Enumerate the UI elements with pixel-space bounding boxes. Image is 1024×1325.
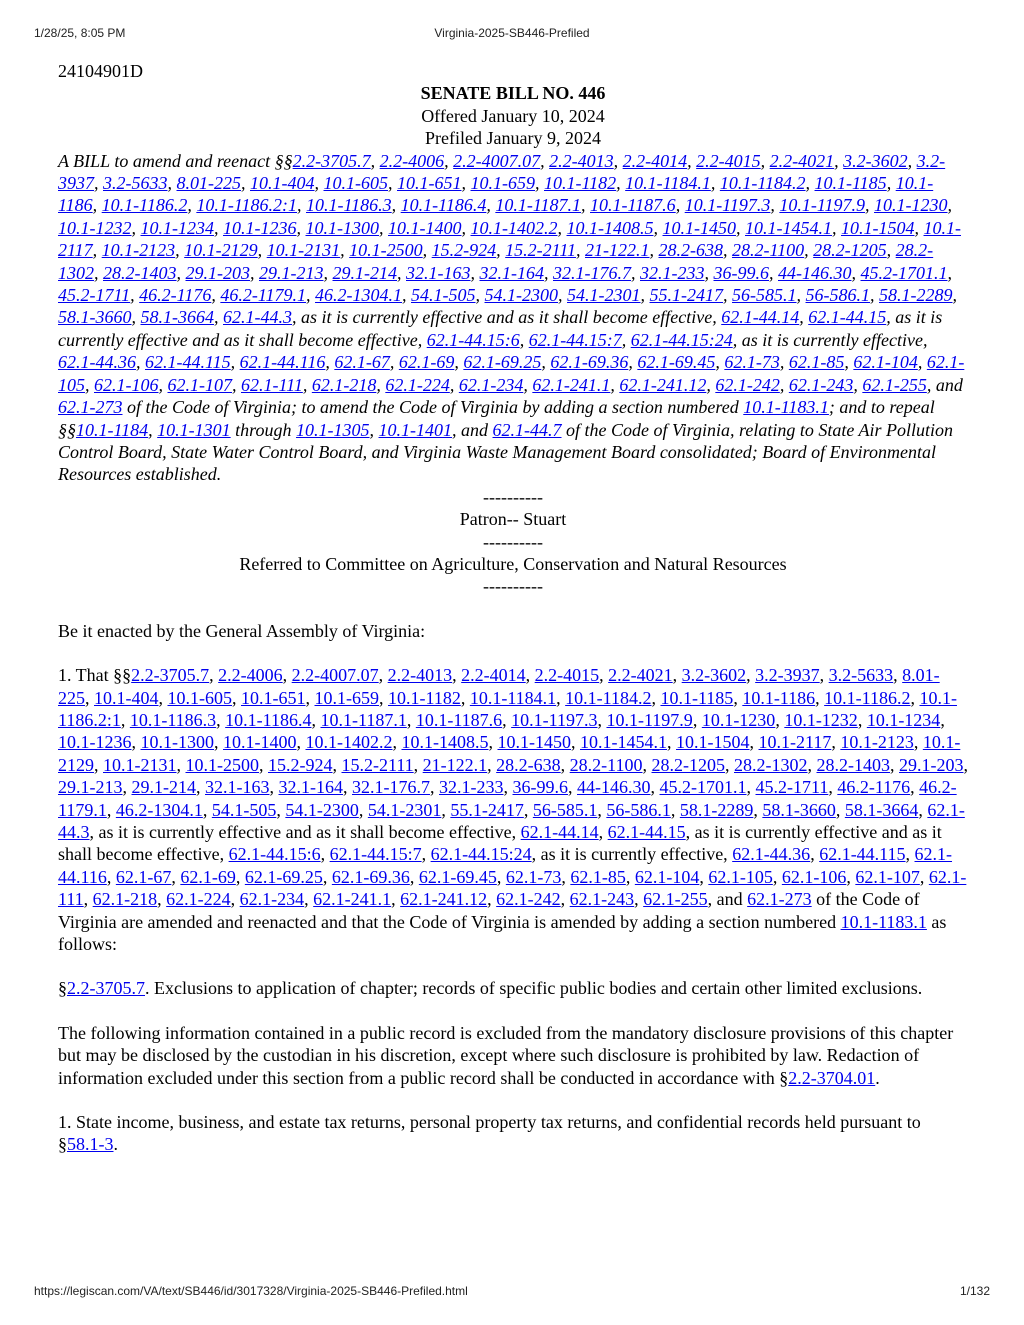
code-section-link[interactable]: 62.1-67 bbox=[334, 352, 390, 373]
code-section-link[interactable]: 62.1-104 bbox=[853, 352, 918, 373]
code-section-link[interactable]: 62.1-67 bbox=[115, 866, 172, 887]
code-section-link[interactable]: 56-586.1 bbox=[805, 285, 871, 306]
code-section-link[interactable]: 56-585.1 bbox=[732, 285, 797, 306]
code-section-link[interactable]: 29.1-203 bbox=[899, 754, 964, 775]
code-section-link[interactable]: 62.1-44.3 bbox=[223, 307, 292, 328]
print-url: https://legiscan.com/VA/text/SB446/id/3017328/Virginia-2025-SB446-Prefiled.html bbox=[34, 1284, 468, 1298]
bill-title: A BILL to amend and reenact §§2.2-3705.7, 2.2-4006, 2.2-4007.07, 2.2-4013, 2.2-4014, 2.2-4015, 2.2-4021, 3.2-3602, 3.2-3937, 3.2-5633, 8.01-225, 10.1-404, 10.1-605, 10.1-651, 10.1-659, 10.1-1182, 10.1-1184.1, 10.1-1184.2, 10.1-1185, 10.1-1186, 10.1-1186.2, 10.1-1186.2:1, 10.1-1186.3, 10.1-1186.4, 10.1-1187.1, 10.1-1187.6, 10.1-1197.3, 10.1-1197.9, 10.1-1230, 10.1-1232, 10.1-1234, 10.1-1236, 10.1-1300, 10.1-1400, 10.1-1402.2, 10.1-1408.5, 10.1-1450, 10.1-1454.1, 10.1-1504, 10.1-2117, 10.1-2123, 10.1-2129, 10.1-2131, 10.1-2500, 15.2-924, 15.2-2111, 21-122.1, 28.2-638, 28.2-1100, 28.2-1205, 28.2-1302, 28.2-1403, 29.1-203, 29.1-213, 29.1-214, 32.1-163, 32.1-164, 32.1-176.7, 32.1-233, 36-99.6, 44-146.30, 45.2-1701.1, 45.2-1711, 46.2-1176, 46.2-1179.1, 46.2-1304.1, 54.1-505, 54.1-2300, 54.1-2301, 55.1-2417, 56-585.1, 56-586.1, 58.1-2289, 58.1-3660, 58.1-3664, 62.1-44.3, as it is currently effective and as it shall become effective, 62.1-44.14, 62.1-44.15, as it is currently effective and as it shall become effective, 62.1-44.15:6, 62.1-44.15:7, 62.1-44.15:24, as it is currently effective, 62.1-44.36, 62.1-44.115, 62.1-44.116, 62.1-67, 62.1-69, 62.1-69.25, 62.1-69.36, 62.1-69.45, 62.1-73, 62.1-85, 62.1-104, 62.1-105, 62.1-106, 62.1-107, 62.1-111, 62.1-218, 62.1-224, 62.1-234, 62.1-241.1, 62.1-241.12, 62.1-242, 62.1-243, 62.1-255, and 62.1-273 of the Code of Virginia; to amend the Code of Virginia by adding a section numbered 10.1-1183.1; and to repeal §§10.1-1184, 10.1-1301 through 10.1-1305, 10.1-1401, and 62.1-44.7 of the Code of Virginia, relating to State Air Pollution Control Board, State Water Control Board, and Virginia Waste Management Board consolidated; Board of Environmental Resources established. bbox=[58, 150, 965, 485]
code-section-link[interactable]: 54.1-2301 bbox=[567, 285, 641, 306]
code-section-link[interactable]: 45.2-1701.1 bbox=[860, 262, 948, 283]
code-section-link[interactable]: 62.1-104 bbox=[634, 866, 700, 887]
code-section-link[interactable]: 10.1-1186.2 bbox=[101, 195, 188, 216]
code-section-link[interactable]: 28.2-638 bbox=[496, 754, 561, 775]
code-section-link[interactable]: 44-146.30 bbox=[577, 777, 651, 798]
code-section-link[interactable]: 10.1-2129 bbox=[184, 240, 258, 261]
code-section-link[interactable]: 10.1-1305 bbox=[296, 419, 370, 440]
code-section-link[interactable]: 10.1-1401 bbox=[378, 419, 453, 440]
code-section-link[interactable]: 62.1-44.15:24 bbox=[430, 844, 532, 865]
code-section-link[interactable]: 2.2-4021 bbox=[608, 665, 673, 686]
code-section-link[interactable]: 62.1-234 bbox=[458, 374, 524, 395]
code-section-link[interactable]: 10.1-2123 bbox=[101, 240, 176, 261]
code-section-link[interactable]: 62.1-218 bbox=[311, 374, 377, 395]
code-section-link[interactable]: 2.2-4007.07 bbox=[453, 150, 541, 171]
code-section-link[interactable]: 46.2-1176 bbox=[139, 285, 212, 306]
code-section-link[interactable]: 15.2-924 bbox=[268, 754, 333, 775]
code-section-link[interactable]: 10.1-2117 bbox=[758, 732, 832, 753]
code-section-link[interactable]: 62.1-218 bbox=[92, 889, 158, 910]
code-section-link[interactable]: 62.1-69.45 bbox=[418, 866, 497, 887]
code-section-link[interactable]: 32.1-164 bbox=[479, 262, 544, 283]
code-section-link[interactable]: 15.2-924 bbox=[431, 240, 497, 261]
code-section-link[interactable]: 62.1-44.15:6 bbox=[228, 844, 321, 865]
code-section-link[interactable]: 10.1-2129 bbox=[58, 732, 961, 775]
code-section-link[interactable]: 32.1-233 bbox=[640, 262, 705, 283]
code-section-link[interactable]: 10.1-1197.9 bbox=[779, 195, 866, 216]
code-section-link[interactable]: 62.1-105 bbox=[58, 352, 965, 395]
code-section-link[interactable]: 29.1-213 bbox=[58, 777, 123, 798]
code-section-link[interactable]: 10.1-1184.2 bbox=[565, 687, 652, 708]
print-footer bbox=[34, 1284, 990, 1300]
code-section-link[interactable]: 10.1-1186.2:1 bbox=[196, 195, 297, 216]
code-section-link[interactable]: 62.1-105 bbox=[708, 866, 773, 887]
code-section-link[interactable]: 62.1-69 bbox=[180, 866, 236, 887]
code-section-link[interactable]: 62.1-44.115 bbox=[145, 352, 231, 373]
code-section-link[interactable]: 58.1-3660 bbox=[58, 307, 132, 328]
code-section-link[interactable]: 3.2-3937 bbox=[755, 665, 820, 686]
code-section-link[interactable]: 62.1-234 bbox=[239, 889, 305, 910]
code-section-link[interactable]: 62.1-242 bbox=[496, 889, 561, 910]
code-section-link[interactable]: 10.1-1236 bbox=[58, 732, 132, 753]
code-section-link[interactable]: 28.2-1403 bbox=[816, 754, 890, 775]
code-section-link[interactable]: 62.1-241.12 bbox=[619, 374, 707, 395]
code-section-link[interactable]: 10.1-2131 bbox=[266, 240, 341, 261]
code-section-link[interactable]: 58.1-3664 bbox=[844, 799, 919, 820]
code-section-link[interactable]: 2.2-4007.07 bbox=[291, 665, 379, 686]
prefiled-date: Prefiled January 9, 2024 bbox=[425, 128, 601, 149]
code-section-link[interactable]: 62.1-255 bbox=[643, 889, 708, 910]
code-section-link[interactable]: 2.2-4015 bbox=[534, 665, 600, 686]
code-section-link[interactable]: 62.1-111 bbox=[58, 866, 967, 910]
code-section-link[interactable]: 10.1-1408.5 bbox=[401, 732, 489, 753]
section-heading: §2.2-3705.7. Exclusions to application of chapter; records of specific public bodies and certain other limited exclusions. bbox=[58, 978, 923, 999]
code-section-link[interactable]: 10.1-1197.3 bbox=[684, 195, 771, 216]
code-section-link[interactable]: 10.1-1232 bbox=[58, 217, 132, 238]
code-section-link[interactable]: 2.2-4006 bbox=[379, 150, 445, 171]
code-section-link[interactable]: 10.1-1236 bbox=[223, 217, 297, 238]
code-section-link[interactable]: 46.2-1304.1 bbox=[115, 799, 203, 820]
code-section-link[interactable]: 62.1-44.15:24 bbox=[630, 329, 733, 350]
code-section-link[interactable]: 55.1-2417 bbox=[649, 285, 724, 306]
code-section-link[interactable]: 10.1-404 bbox=[250, 173, 315, 194]
print-header bbox=[34, 26, 990, 42]
code-section-link[interactable]: 54.1-505 bbox=[411, 285, 476, 306]
code-section-link[interactable]: 62.1-44.14 bbox=[520, 822, 599, 842]
code-section-link[interactable]: 62.1-69.36 bbox=[550, 352, 629, 373]
code-section-link[interactable]: 10.1-1230 bbox=[874, 195, 948, 216]
code-section-link[interactable]: 36-99.6 bbox=[512, 777, 568, 798]
code-section-link[interactable]: 54.1-2300 bbox=[484, 285, 559, 306]
code-section-link[interactable]: 62.1-107 bbox=[855, 866, 920, 887]
code-section-link[interactable]: 54.1-2301 bbox=[367, 799, 442, 820]
code-section-link[interactable]: 29.1-213 bbox=[259, 262, 324, 283]
code-section-link[interactable]: 10.1-1454.1 bbox=[580, 732, 667, 753]
code-section-link[interactable]: 10.1-1186.2 bbox=[824, 687, 911, 708]
code-section-link[interactable]: 10.1-1185 bbox=[814, 173, 887, 194]
code-section-link[interactable]: 62.1-69.25 bbox=[244, 866, 323, 887]
code-section-link[interactable]: 2.2-4014 bbox=[461, 665, 526, 686]
code-section-link[interactable]: 46.2-1176 bbox=[837, 777, 911, 798]
code-section-link[interactable]: 62.1-44.116 bbox=[239, 352, 326, 373]
code-section-link[interactable]: 10.1-1402.2 bbox=[305, 732, 393, 753]
code-section-link[interactable]: 3.2-3602 bbox=[681, 665, 747, 686]
code-section-link[interactable]: 10.1-659 bbox=[470, 173, 535, 194]
code-section-link[interactable]: 46.2-1179.1 bbox=[220, 285, 307, 306]
code-section-link[interactable]: 10.1-1232 bbox=[784, 709, 858, 730]
code-section-link[interactable]: 10.1-1184.1 bbox=[469, 687, 557, 708]
code-section-link[interactable]: 62.1-44.116 bbox=[58, 844, 953, 887]
code-section-link[interactable]: 10.1-1185 bbox=[660, 687, 734, 708]
code-section-link[interactable]: 62.1-44.15:7 bbox=[329, 844, 422, 865]
code-section-link[interactable]: 2.2-3704.01 bbox=[788, 1067, 876, 1088]
separator-3: ---------- bbox=[483, 576, 543, 597]
code-section-link[interactable]: 58.1-3660 bbox=[762, 799, 836, 820]
code-section-link[interactable]: 10.1-1197.9 bbox=[606, 709, 693, 730]
code-section-link[interactable]: 54.1-505 bbox=[211, 799, 277, 820]
print-datetime: 1/28/25, 8:05 PM bbox=[34, 26, 126, 40]
code-section-link[interactable]: 29.1-203 bbox=[185, 262, 250, 283]
code-section-link[interactable]: 10.1-1300 bbox=[305, 217, 379, 238]
code-section-link[interactable]: 10.1-1400 bbox=[388, 217, 462, 238]
separator-1: ---------- bbox=[483, 486, 543, 507]
code-section-link[interactable]: 3.2-3937 bbox=[58, 150, 946, 194]
print-page-title: Virginia-2025-SB446-Prefiled bbox=[434, 26, 590, 40]
committee-referral: Referred to Committee on Agriculture, Conservation and Natural Resources bbox=[239, 553, 787, 574]
code-section-link[interactable]: 10.1-1186 bbox=[58, 173, 934, 216]
code-section-link[interactable]: 10.1-2131 bbox=[103, 754, 177, 775]
print-page-number: 1/132 bbox=[959, 1284, 990, 1298]
code-section-link[interactable]: 62.1-106 bbox=[781, 866, 847, 887]
code-section-link[interactable]: 10.1-1184.2 bbox=[719, 173, 806, 194]
code-section-link[interactable]: 58.1-3664 bbox=[140, 307, 214, 328]
code-section-link[interactable]: 2.2-4006 bbox=[218, 665, 283, 686]
code-section-link[interactable]: 62.1-241.1 bbox=[313, 889, 392, 910]
code-section-link[interactable]: 56-586.1 bbox=[606, 799, 671, 820]
code-section-link[interactable]: 62.1-255 bbox=[862, 374, 927, 395]
code-section-link[interactable]: 32.1-164 bbox=[278, 777, 343, 798]
code-section-link[interactable]: 29.1-214 bbox=[332, 262, 397, 283]
code-section-link[interactable]: 10.1-1234 bbox=[140, 217, 214, 238]
exclusion-item-1: 1. State income, business, and estate tax returns, personal property tax returns, and confidential records held pursuant to §58.1-3. bbox=[58, 1112, 921, 1155]
code-section-link[interactable]: 10.1-1300 bbox=[140, 732, 214, 753]
code-section-link[interactable]: 2.2-4021 bbox=[769, 150, 835, 171]
code-section-link[interactable]: 45.2-1711 bbox=[58, 285, 131, 306]
code-section-link[interactable]: 15.2-2111 bbox=[341, 754, 414, 775]
code-section-link[interactable]: 62.1-241.1 bbox=[532, 374, 611, 395]
code-section-link[interactable]: 44-146.30 bbox=[778, 262, 852, 283]
code-section-link[interactable]: 28.2-1302 bbox=[734, 754, 808, 775]
offered-date: Offered January 10, 2024 bbox=[421, 105, 605, 126]
document-body bbox=[58, 60, 968, 1156]
code-section-link[interactable]: 2.2-4015 bbox=[696, 150, 761, 171]
code-section-link[interactable]: 62.1-44.15 bbox=[607, 822, 686, 842]
code-section-link[interactable]: 29.1-214 bbox=[131, 777, 196, 798]
code-section-link[interactable]: 10.1-1234 bbox=[866, 709, 941, 730]
code-section-link[interactable]: 62.1-107 bbox=[167, 374, 232, 395]
code-section-link[interactable]: 21-122.1 bbox=[422, 754, 488, 775]
code-section-link[interactable]: 10.1-2123 bbox=[840, 732, 914, 753]
code-section-link[interactable]: 62.1-224 bbox=[385, 374, 450, 395]
code-section-link[interactable]: 10.1-1454.1 bbox=[745, 217, 832, 238]
code-section-link[interactable]: 32.1-176.7 bbox=[553, 262, 631, 283]
code-section-link[interactable]: 62.1-224 bbox=[166, 889, 231, 910]
code-section-link[interactable]: 32.1-163 bbox=[406, 262, 471, 283]
code-section-link[interactable]: 10.1-605 bbox=[167, 687, 232, 708]
code-section-link[interactable]: 62.1-73 bbox=[505, 866, 562, 887]
code-section-link[interactable]: 3.2-5633 bbox=[103, 173, 168, 194]
code-section-link[interactable]: 62.1-44.15:7 bbox=[528, 329, 622, 350]
code-section-link[interactable]: 10.1-1402.2 bbox=[470, 217, 558, 238]
code-section-link[interactable]: 8.01-225 bbox=[176, 173, 241, 194]
code-section-link[interactable]: 2.2-4013 bbox=[387, 665, 453, 686]
code-section-link[interactable]: 62.1-111 bbox=[241, 374, 303, 395]
code-section-link[interactable]: 10.1-605 bbox=[323, 173, 388, 194]
code-section-link[interactable]: 2.2-4013 bbox=[549, 150, 614, 171]
code-section-link[interactable]: 10.1-1186 bbox=[742, 687, 816, 708]
separator-2: ---------- bbox=[483, 531, 543, 552]
code-section-link[interactable]: 46.2-1179.1 bbox=[58, 777, 957, 820]
code-section-link[interactable]: 10.1-2500 bbox=[185, 754, 259, 775]
code-section-link[interactable]: 10.1-2117 bbox=[58, 217, 961, 261]
code-section-link[interactable]: 10.1-1187.1 bbox=[320, 709, 407, 730]
code-section-link[interactable]: 15.2-2111 bbox=[505, 240, 576, 261]
code-section-link[interactable]: 21-122.1 bbox=[585, 240, 650, 261]
code-section-link[interactable]: 58.1-2289 bbox=[879, 285, 953, 306]
code-section-link[interactable]: 10.1-651 bbox=[397, 173, 462, 194]
code-section-link[interactable]: 10.1-1504 bbox=[841, 217, 915, 238]
code-section-link[interactable]: 32.1-233 bbox=[439, 777, 504, 798]
code-section-link[interactable]: 58.1-3 bbox=[67, 1134, 114, 1155]
code-section-link[interactable]: 28.2-1100 bbox=[732, 240, 805, 261]
code-section-link[interactable]: 10.1-1450 bbox=[497, 732, 571, 753]
code-section-link[interactable]: 28.2-1403 bbox=[103, 262, 177, 283]
code-section-link[interactable]: 62.1-44.115 bbox=[819, 844, 906, 865]
exclusion-paragraph: The following information contained in a public record is excluded from the mandatory disclosure provisions of this chapter but may be disclosed by the custodian in his discretion, except where such disclosure is prohibited by law. Redaction of information excluded under this section from a public record shall be conducted in accordance with §2.2-3704.01. bbox=[58, 1022, 954, 1088]
code-section-link[interactable]: 10.1-1182 bbox=[544, 173, 617, 194]
code-section-link[interactable]: 46.2-1304.1 bbox=[315, 285, 403, 306]
code-section-link[interactable]: 62.1-44.36 bbox=[58, 352, 136, 373]
code-section-link[interactable]: 62.1-44.3 bbox=[58, 799, 965, 842]
code-section-link[interactable]: 36-99.6 bbox=[713, 262, 769, 283]
code-section-link[interactable]: 62.1-241.12 bbox=[400, 889, 488, 910]
code-section-link[interactable]: 62.1-69.36 bbox=[331, 866, 410, 887]
section-1-text: 1. That §§2.2-3705.7, 2.2-4006, 2.2-4007.07, 2.2-4013, 2.2-4014, 2.2-4015, 2.2-4021, 3.2-3602, 3.2-3937, 3.2-5633, 8.01-225, 10.1-404, 10.1-605, 10.1-651, 10.1-659, 10.1-1182, 10.1-1184.1, 10.1-1184.2, 10.1-1185, 10.1-1186, 10.1-1186.2, 10.1-1186.2:1, 10.1-1186.3, 10.1-1186.4, 10.1-1187.1, 10.1-1187.6, 10.1-1197.3, 10.1-1197.9, 10.1-1230, 10.1-1232, 10.1-1234, 10.1-1236, 10.1-1300, 10.1-1400, 10.1-1402.2, 10.1-1408.5, 10.1-1450, 10.1-1454.1, 10.1-1504, 10.1-2117, 10.1-2123, 10.1-2129, 10.1-2131, 10.1-2500, 15.2-924, 15.2-2111, 21-122.1, 28.2-638, 28.2-1100, 28.2-1205, 28.2-1302, 28.2-1403, 29.1-203, 29.1-213, 29.1-214, 32.1-163, 32.1-164, 32.1-176.7, 32.1-233, 36-99.6, 44-146.30, 45.2-1701.1, 45.2-1711, 46.2-1176, 46.2-1179.1, 46.2-1304.1, 54.1-505, 54.1-2300, 54.1-2301, 55.1-2417, 56-585.1, 56-586.1, 58.1-2289, 58.1-3660, 58.1-3664, 62.1-44.3, as it is currently effective and as it shall become effective, 62.1-44.14, 62.1-44.15, as it is currently effective and as it shall become effective, 62.1-44.15:6, 62.1-44.15:7, 62.1-44.15:24, as it is currently effective, 62.1-44.36, 62.1-44.115, 62.1-44.116, 62.1-67, 62.1-69, 62.1-69.25, 62.1-69.36, 62.1-69.45, 62.1-73, 62.1-85, 62.1-104, 62.1-105, 62.1-106, 62.1-107, 62.1-111, 62.1-218, 62.1-224, 62.1-234, 62.1-241.1, 62.1-241.12, 62.1-242, 62.1-243, 62.1-255, and 62.1-273 of the Code of Virginia are amended and reenacted and that the Code of Virginia is amended by adding a section numbered 10.1-1183.1 as follows: bbox=[58, 665, 968, 955]
code-section-link[interactable]: 28.2-1205 bbox=[651, 754, 725, 775]
code-section-link[interactable]: 10.1-1184 bbox=[76, 419, 149, 440]
code-section-link[interactable]: 28.2-1302 bbox=[58, 240, 934, 283]
enactment-clause: Be it enacted by the General Assembly of Virginia: bbox=[58, 620, 426, 641]
code-section-link[interactable]: 32.1-176.7 bbox=[352, 777, 430, 798]
code-section-link[interactable]: 62.1-85 bbox=[570, 866, 626, 887]
code-section-link[interactable]: 10.1-1183.1 bbox=[840, 911, 927, 932]
code-section-link[interactable]: 62.1-44.7 bbox=[492, 419, 562, 440]
code-section-link[interactable]: 56-585.1 bbox=[532, 799, 598, 820]
code-section-link[interactable]: 62.1-273 bbox=[747, 889, 812, 910]
code-section-link[interactable]: 45.2-1711 bbox=[755, 777, 829, 798]
code-section-link[interactable]: 62.1-73 bbox=[724, 352, 780, 373]
code-section-link[interactable]: 10.1-1182 bbox=[388, 687, 461, 708]
code-section-link[interactable]: 10.1-1184.1 bbox=[625, 173, 711, 194]
code-section-link[interactable]: 10.1-1408.5 bbox=[566, 217, 654, 238]
code-section-link[interactable]: 10.1-1230 bbox=[701, 709, 776, 730]
code-section-link[interactable]: 10.1-404 bbox=[94, 687, 159, 708]
code-section-link[interactable]: 32.1-163 bbox=[205, 777, 270, 798]
patron: Patron-- Stuart bbox=[459, 509, 567, 530]
code-section-link[interactable]: 10.1-1186.3 bbox=[306, 195, 392, 216]
code-section-link[interactable]: 10.1-1187.1 bbox=[495, 195, 582, 216]
code-section-link[interactable]: 62.1-243 bbox=[569, 889, 635, 910]
code-section-link[interactable]: 45.2-1701.1 bbox=[659, 777, 747, 798]
code-section-link[interactable]: 10.1-1186.3 bbox=[129, 709, 217, 730]
code-section-link[interactable]: 8.01-225 bbox=[58, 665, 940, 708]
code-section-link[interactable]: 3.2-3602 bbox=[843, 150, 908, 171]
code-section-link[interactable]: 55.1-2417 bbox=[450, 799, 524, 820]
code-section-link[interactable]: 2.2-3705.7 bbox=[131, 665, 210, 686]
code-section-link[interactable]: 10.1-651 bbox=[241, 687, 306, 708]
code-section-link[interactable]: 10.1-1197.3 bbox=[511, 709, 598, 730]
code-section-link[interactable]: 62.1-273 bbox=[58, 397, 123, 418]
code-section-link[interactable]: 10.1-1450 bbox=[662, 217, 736, 238]
code-section-link[interactable]: 2.2-4014 bbox=[622, 150, 688, 171]
code-section-link[interactable]: 10.1-1301 bbox=[157, 419, 231, 440]
code-section-link[interactable]: 62.1-44.36 bbox=[732, 844, 811, 865]
code-section-link[interactable]: 10.1-1186.4 bbox=[400, 195, 487, 216]
code-section-link[interactable]: 62.1-242 bbox=[715, 374, 780, 395]
code-section-link[interactable]: 54.1-2300 bbox=[285, 799, 359, 820]
document-id: 24104901D bbox=[58, 61, 143, 81]
code-section-link[interactable]: 62.1-69.25 bbox=[463, 352, 542, 373]
code-section-link[interactable]: 62.1-106 bbox=[94, 374, 159, 395]
code-section-link[interactable]: 10.1-659 bbox=[314, 687, 379, 708]
code-section-link[interactable]: 62.1-44.15:6 bbox=[426, 329, 520, 350]
code-section-link[interactable]: 58.1-2289 bbox=[679, 799, 754, 820]
code-section-link[interactable]: 2.2-3705.7 bbox=[67, 978, 145, 999]
code-section-link[interactable]: 3.2-5633 bbox=[828, 665, 894, 686]
code-section-link[interactable]: 28.2-1205 bbox=[813, 240, 887, 261]
code-section-link[interactable]: 62.1-44.14 bbox=[721, 307, 800, 328]
code-section-link[interactable]: 2.2-3705.7 bbox=[292, 150, 371, 171]
code-section-link[interactable]: 10.1-1504 bbox=[676, 732, 750, 753]
code-section-link[interactable]: 62.1-44.15 bbox=[808, 307, 887, 328]
code-section-link[interactable]: 10.1-1186.4 bbox=[225, 709, 312, 730]
code-section-link[interactable]: 62.1-69.45 bbox=[637, 352, 716, 373]
code-section-link[interactable]: 10.1-1400 bbox=[223, 732, 297, 753]
code-section-link[interactable]: 10.1-1183.1 bbox=[743, 397, 829, 418]
bill-number: SENATE BILL NO. 446 bbox=[420, 83, 606, 104]
code-section-link[interactable]: 10.1-2500 bbox=[349, 240, 423, 261]
code-section-link[interactable]: 10.1-1186.2:1 bbox=[58, 687, 957, 730]
code-section-link[interactable]: 62.1-243 bbox=[788, 374, 854, 395]
code-section-link[interactable]: 10.1-1187.6 bbox=[590, 195, 676, 216]
code-section-link[interactable]: 28.2-1100 bbox=[569, 754, 643, 775]
code-section-link[interactable]: 62.1-69 bbox=[398, 352, 455, 373]
code-section-link[interactable]: 10.1-1187.6 bbox=[415, 709, 503, 730]
code-section-link[interactable]: 28.2-638 bbox=[658, 240, 723, 261]
code-section-link[interactable]: 62.1-85 bbox=[788, 352, 845, 373]
